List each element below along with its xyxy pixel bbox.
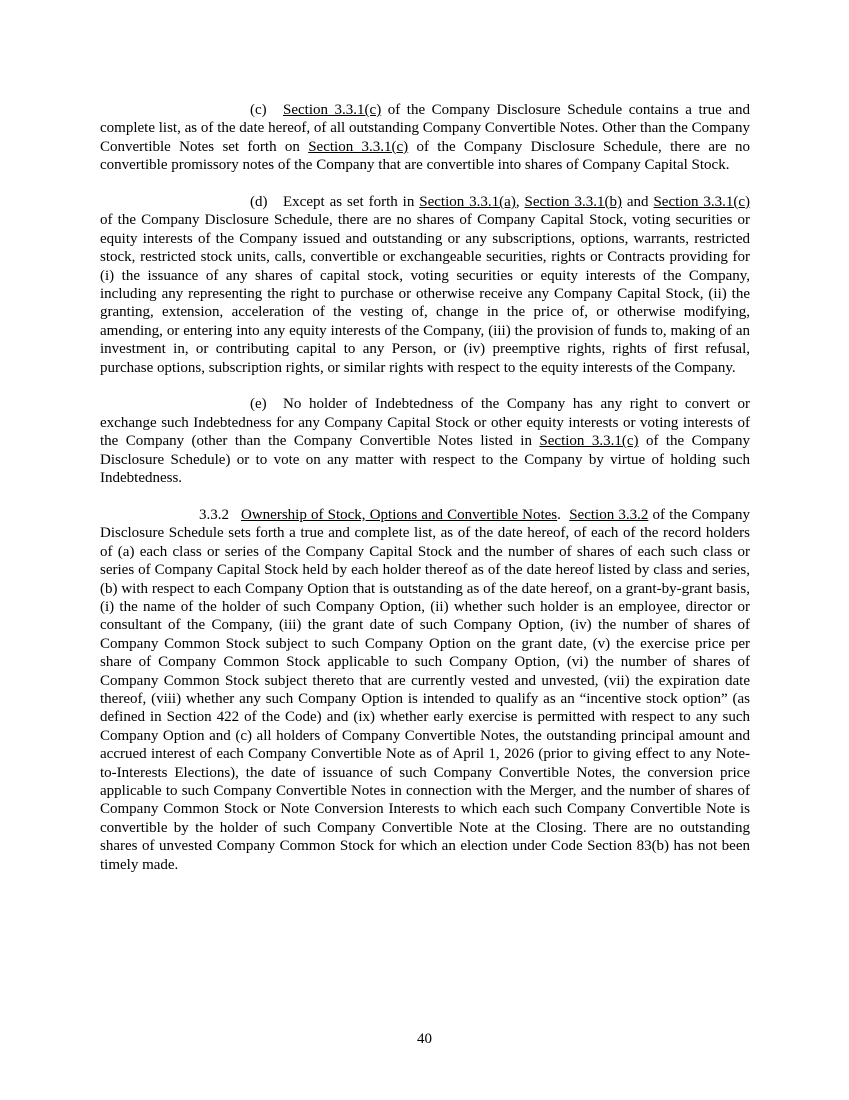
paragraph-d bbox=[100, 193, 750, 377]
section-3-3-2 bbox=[100, 506, 750, 874]
heading-separator: . bbox=[557, 506, 570, 523]
section-reference: Section 3.3.1(c) bbox=[653, 194, 751, 211]
section-reference: Section 3.3.1(c) bbox=[283, 102, 382, 118]
page-number: 40 bbox=[417, 1031, 432, 1047]
paragraph-c bbox=[100, 101, 750, 175]
section-reference: Section 3.3.1(c) bbox=[539, 433, 639, 450]
section-reference: Section 3.3.1(a) bbox=[419, 194, 516, 211]
section-reference: Section 3.3.2 bbox=[569, 506, 649, 523]
paragraph-c-label: (c) bbox=[250, 102, 267, 118]
document-body bbox=[100, 101, 750, 874]
paragraph-text: of the Company Disclosure Schedule, there are no convertible promissory notes of the Company that are convertible into shares of Company Capital Stock. bbox=[100, 138, 751, 174]
section-reference: Section 3.3.1(b) bbox=[524, 194, 622, 211]
paragraph-text: of the Company Disclosure Schedule sets forth a true and complete list, as of the date hereof, of each of the record holders of (a) each class or series of the Company Capital Stock and the number of shares of each such class or series of Company Capital Stock held by each holder thereof as of the date hereof listed by class and series, (b) with respect to each Company Option that is outstanding as of the date hereof, on a grant-by-grant basis, (i) the name of the holder of such Company Option, (ii) whether such holder is an employee, director or consultant of the Company, (iii) the grant date of such Company Option, (iv) the number of shares of Company Common Stock subject to such Company Option on the grant date, (v) the exercise price per share of Company Common Stock applicable to such Company Option, (vi) the number of shares of Company Common Stock subject thereto that are currently vested and unvested, (vii) the expiration date thereof, (viii) whether any such Company Option is intended to qualify as an “incentive stock option” (as defined in Section 422 of the Code) and (ix) whether early exercise is permitted with respect to any such Company Option and (c) all holders of Company Convertible Notes, the outstanding principal amount and accrued interest of each Company Convertible Note as of April 1, 2026 (prior to giving effect to any Note-to-Interests Elections), the date of issuance of such Company Convertible Notes, the conversion price applicable to such Company Convertible Notes in connection with the Merger, and the number of shares of Company Common Stock or Note Conversion Interests to which each such Company Convertible Note is convertible by the holder of such Company Convertible Note at the Closing. There are no outstanding shares of unvested Company Common Stock for which an election under Code Section 83(b) has not been timely made. bbox=[100, 506, 750, 873]
paragraph-e-label: (e) bbox=[250, 396, 267, 413]
paragraph-text: Except as set forth in bbox=[283, 194, 420, 211]
paragraph-text: and bbox=[621, 194, 654, 211]
section-number: 3.3.2 bbox=[199, 506, 229, 523]
paragraph-d-label: (d) bbox=[250, 194, 268, 211]
paragraph-text: of the Company Disclosure Schedule contains a true and complete list, as of the date hereof, of all outstanding Company Convertible Notes. Other than the Company Convertible Notes set forth on bbox=[100, 102, 750, 155]
paragraph-text: of the Company Disclosure Schedule, there are no shares of Company Capital Stock, voting securities or equity interests of the Company issued and outstanding or any subscriptions, options, warrants, restricted stock, restricted stock units, calls, convertible or exchangeable securities, rights or Contracts providing for (i) the issuance of any shares of capital stock, voting securities or equity interests of the Company, including any representing the right to purchase or otherwise receive any Company Capital Stock, (ii) the granting, extension, acceleration of the vesting of, change in the price of, or otherwise modifying, amending, or entering into any equity interests of the Company, (iii) the provision of funds to, making of an investment in, or contributing capital to any Person, or (iv) preemptive rights, rights of first refusal, purchase options, subscription rights, or similar rights with respect to the equity interests of the Company. bbox=[100, 212, 750, 376]
paragraph-text: No holder of Indebtedness of the Company has any right to convert or exchange such Indebtedness for any Company Capital Stock or other equity interests or voting interests of the Company (other than the Company Convertible Notes listed in bbox=[100, 396, 750, 450]
paragraph-e bbox=[100, 395, 750, 487]
section-reference: Section 3.3.1(c) bbox=[308, 138, 409, 155]
paragraph-text: , bbox=[515, 194, 525, 211]
section-heading: Ownership of Stock, Options and Convertible Notes bbox=[241, 506, 558, 523]
paragraph-text: of the Company Disclosure Schedule) or to vote on any matter with respect to the Company by virtue of holding such Indebtedness. bbox=[100, 433, 750, 487]
